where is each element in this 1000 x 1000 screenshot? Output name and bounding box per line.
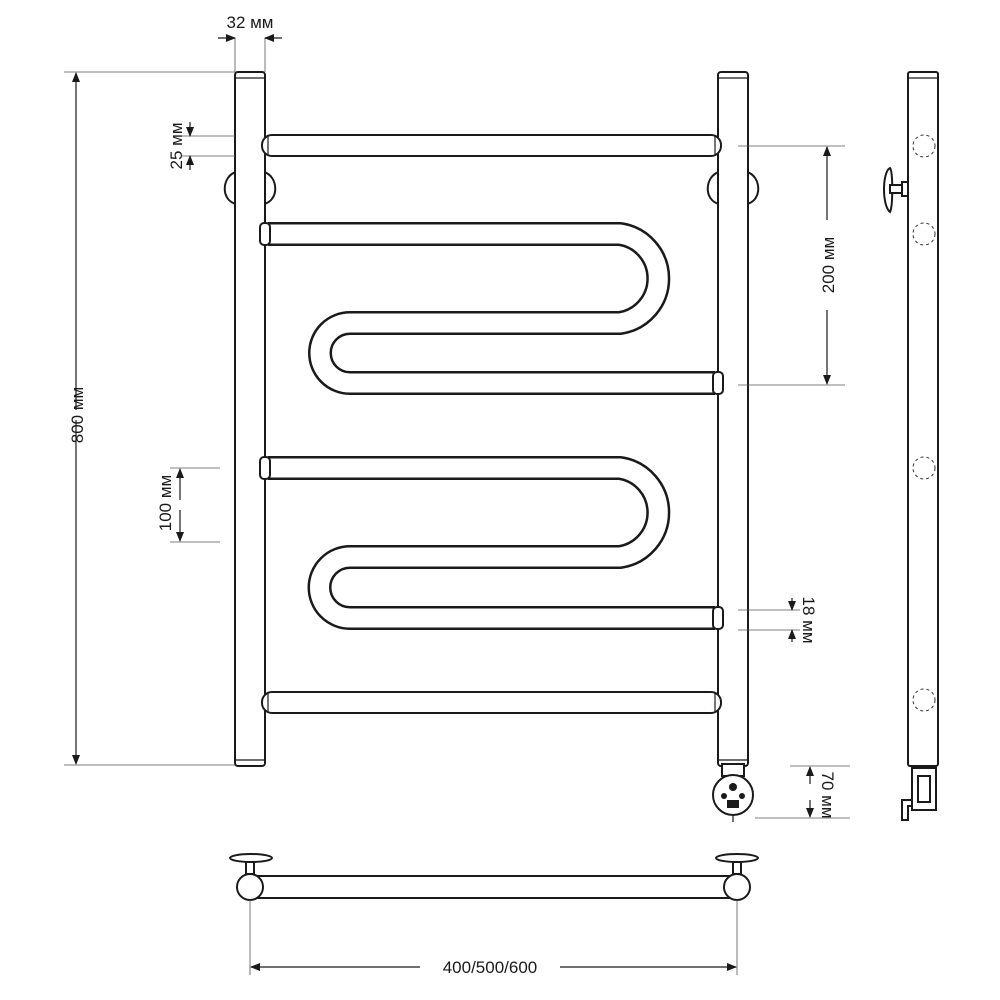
front-view <box>225 72 759 822</box>
right-vertical-pipe <box>718 72 748 766</box>
upper-serpentine-bar <box>260 223 723 394</box>
label-top-offset: 25 мм <box>167 122 186 170</box>
dimension-section-spacing <box>156 468 220 542</box>
top-straight-bar <box>262 135 721 156</box>
dimension-pipe-diameter <box>218 13 282 72</box>
dimension-heater-length <box>755 766 850 819</box>
top-view <box>230 854 758 900</box>
side-view <box>884 72 938 820</box>
dimension-total-height <box>64 72 235 765</box>
label-bar-diameter: 18 мм <box>799 596 818 644</box>
label-total-height: 800 мм <box>68 386 87 444</box>
label-section-spacing: 100 мм <box>156 474 175 532</box>
label-widths: 400/500/600 <box>442 958 538 977</box>
label-heater-length: 70 мм <box>818 771 837 819</box>
label-bracket-spacing: 200 мм <box>819 236 838 294</box>
heating-element-controller <box>713 764 753 822</box>
label-pipe-diameter: 32 мм <box>226 13 274 32</box>
dimension-widths <box>250 900 737 977</box>
side-heater <box>902 768 936 820</box>
side-wall-bracket <box>884 168 908 212</box>
bottom-straight-bar <box>262 692 721 713</box>
dimension-bar-diameter <box>738 596 818 643</box>
left-vertical-pipe <box>235 72 265 766</box>
lower-serpentine-bar <box>260 457 723 629</box>
dimension-top-offset <box>167 122 235 170</box>
